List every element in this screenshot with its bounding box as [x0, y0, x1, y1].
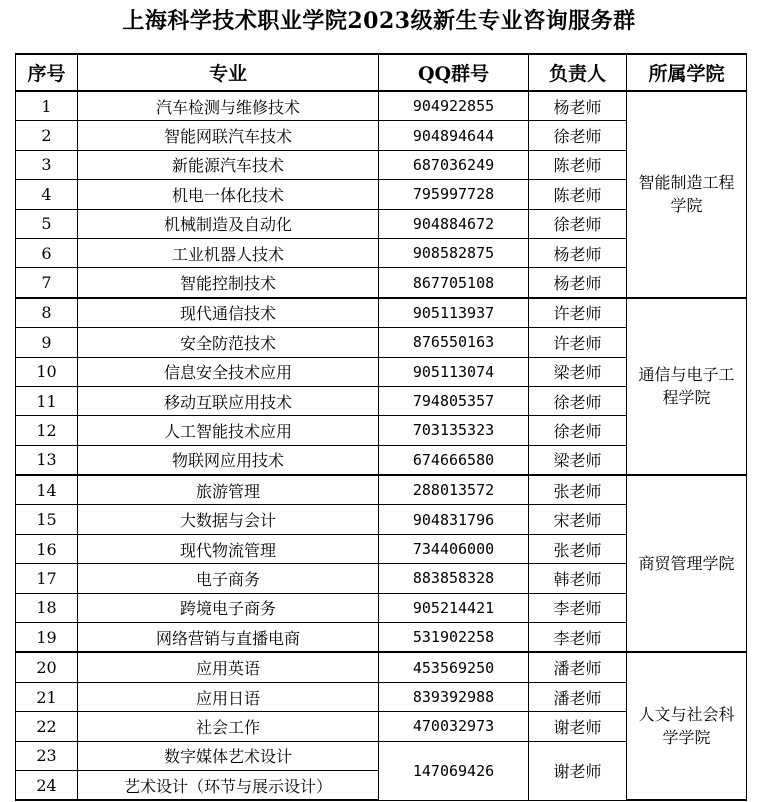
row-qq: 147069426	[379, 741, 529, 800]
page-title: 上海科学技术职业学院2023级新生专业咨询服务群	[122, 8, 636, 34]
row-owner: 陈老师	[529, 180, 627, 209]
row-major: 现代物流管理	[78, 534, 379, 563]
row-major: 数字媒体艺术设计	[78, 741, 379, 770]
row-major: 汽车检测与维修技术	[78, 91, 379, 121]
row-index: 21	[16, 682, 78, 711]
row-major: 旅游管理	[78, 475, 379, 505]
row-owner: 李老师	[529, 593, 627, 622]
row-major: 网络营销与直播电商	[78, 623, 379, 653]
row-owner: 徐老师	[529, 416, 627, 445]
row-major: 应用英语	[78, 652, 379, 682]
header-college: 所属学院	[627, 54, 747, 91]
row-owner: 许老师	[529, 328, 627, 357]
row-qq: 794805357	[379, 386, 529, 415]
row-major: 智能网联汽车技术	[78, 121, 379, 150]
row-qq: 734406000	[379, 534, 529, 563]
table-row	[16, 91, 747, 121]
row-owner: 徐老师	[529, 121, 627, 150]
row-major: 大数据与会计	[78, 505, 379, 534]
table-row	[16, 652, 747, 682]
row-major: 社会工作	[78, 712, 379, 741]
row-owner: 潘老师	[529, 682, 627, 711]
row-qq: 904831796	[379, 505, 529, 534]
row-qq: 904922855	[379, 91, 529, 121]
row-index: 9	[16, 328, 78, 357]
row-owner: 许老师	[529, 298, 627, 328]
row-index: 19	[16, 623, 78, 653]
row-major: 机电一体化技术	[78, 180, 379, 209]
college-cell: 商贸管理学院	[627, 475, 747, 652]
row-owner: 张老师	[529, 534, 627, 563]
row-index: 15	[16, 505, 78, 534]
qq-group-table	[15, 53, 747, 801]
row-qq: 905214421	[379, 593, 529, 622]
row-owner: 陈老师	[529, 150, 627, 179]
row-owner: 潘老师	[529, 652, 627, 682]
row-owner: 梁老师	[529, 445, 627, 475]
row-index: 17	[16, 564, 78, 593]
row-qq: 905113937	[379, 298, 529, 328]
college-cell: 人文与社会科学学院	[627, 652, 747, 800]
row-owner: 李老师	[529, 623, 627, 653]
row-qq: 867705108	[379, 268, 529, 298]
row-qq: 470032973	[379, 712, 529, 741]
row-qq: 288013572	[379, 475, 529, 505]
row-index: 1	[16, 91, 78, 121]
row-index: 10	[16, 357, 78, 386]
row-index: 6	[16, 238, 78, 267]
row-qq: 908582875	[379, 238, 529, 267]
row-qq: 839392988	[379, 682, 529, 711]
row-major: 物联网应用技术	[78, 445, 379, 475]
row-index: 8	[16, 298, 78, 328]
row-owner: 杨老师	[529, 91, 627, 121]
row-major: 信息安全技术应用	[78, 357, 379, 386]
row-index: 4	[16, 180, 78, 209]
row-qq: 703135323	[379, 416, 529, 445]
row-index: 3	[16, 150, 78, 179]
header-major: 专业	[78, 54, 379, 91]
row-major: 新能源汽车技术	[78, 150, 379, 179]
table-row	[16, 475, 747, 505]
row-qq: 531902258	[379, 623, 529, 653]
row-major: 应用日语	[78, 682, 379, 711]
row-qq: 795997728	[379, 180, 529, 209]
row-index: 12	[16, 416, 78, 445]
row-index: 24	[16, 770, 78, 800]
row-index: 11	[16, 386, 78, 415]
header-qq: QQ群号	[379, 54, 529, 91]
row-owner: 梁老师	[529, 357, 627, 386]
row-owner: 徐老师	[529, 386, 627, 415]
row-qq: 687036249	[379, 150, 529, 179]
row-major: 智能控制技术	[78, 268, 379, 298]
row-index: 23	[16, 741, 78, 770]
row-index: 2	[16, 121, 78, 150]
row-major: 艺术设计（环节与展示设计）	[78, 770, 379, 800]
row-index: 18	[16, 593, 78, 622]
row-index: 5	[16, 209, 78, 238]
row-major: 机械制造及自动化	[78, 209, 379, 238]
row-index: 22	[16, 712, 78, 741]
row-qq: 674666580	[379, 445, 529, 475]
header-index: 序号	[16, 54, 78, 91]
row-major: 移动互联应用技术	[78, 386, 379, 415]
row-owner: 宋老师	[529, 505, 627, 534]
row-index: 20	[16, 652, 78, 682]
row-owner: 谢老师	[529, 712, 627, 741]
row-qq: 904884672	[379, 209, 529, 238]
college-cell: 智能制造工程学院	[627, 91, 747, 298]
row-major: 跨境电子商务	[78, 593, 379, 622]
row-qq: 905113074	[379, 357, 529, 386]
row-qq: 883858328	[379, 564, 529, 593]
row-index: 7	[16, 268, 78, 298]
row-qq: 904894644	[379, 121, 529, 150]
row-major: 工业机器人技术	[78, 238, 379, 267]
row-major: 安全防范技术	[78, 328, 379, 357]
row-major: 人工智能技术应用	[78, 416, 379, 445]
row-index: 13	[16, 445, 78, 475]
row-major: 电子商务	[78, 564, 379, 593]
row-owner: 韩老师	[529, 564, 627, 593]
row-owner: 谢老师	[529, 741, 627, 800]
table-header-row	[16, 54, 747, 91]
row-owner: 杨老师	[529, 268, 627, 298]
row-index: 16	[16, 534, 78, 563]
row-owner: 杨老师	[529, 238, 627, 267]
row-qq: 876550163	[379, 328, 529, 357]
row-owner: 徐老师	[529, 209, 627, 238]
row-qq: 453569250	[379, 652, 529, 682]
header-owner: 负责人	[529, 54, 627, 91]
row-index: 14	[16, 475, 78, 505]
row-owner: 张老师	[529, 475, 627, 505]
table-row	[16, 298, 747, 328]
row-major: 现代通信技术	[78, 298, 379, 328]
college-cell: 通信与电子工程学院	[627, 298, 747, 475]
